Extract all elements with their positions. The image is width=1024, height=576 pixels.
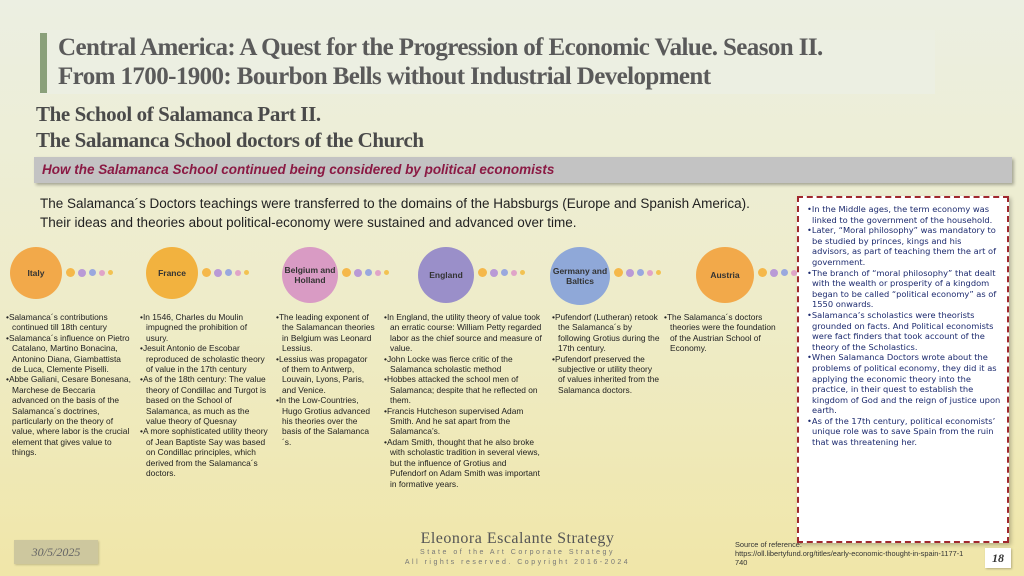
- bullet-item: • John Locke was fierce critic of the Salamanca scholastic method: [384, 354, 544, 375]
- subtitle-line2: The Salamanca School doctors of the Church: [36, 128, 424, 152]
- connector-dot: [770, 269, 778, 277]
- bullet-item: • Hobbes attacked the school men of Salamanca; despite that he reflected on them.: [384, 374, 544, 405]
- connector-dot: [214, 269, 222, 277]
- page-title-line1: Central America: A Quest for the Progression of Economic Value. Season II.: [58, 34, 823, 61]
- connector-dot: [637, 269, 644, 276]
- connector-dot: [490, 269, 498, 277]
- connector-dot: [66, 268, 75, 277]
- connector-dot: [626, 269, 634, 277]
- bullet-item: • The Salamanca´s doctors theories were the foundation of the Austrian School of Economy.: [664, 312, 784, 354]
- bullet-item: • As of the 18th century: The value theory of Condillac and Turgot is based on the School of Salamanca, as much as the value theory of Quesnay: [140, 374, 268, 426]
- banner-text: How the Salamanca School continued being considered by political economists: [42, 162, 555, 177]
- bullet-item: • Francis Hutcheson supervised Adam Smith. And he sat apart from the Salamanca’s.: [384, 406, 544, 437]
- connector-dot: [89, 269, 96, 276]
- connector-dot: [244, 270, 249, 275]
- side-note-item: • When Salamanca Doctors wrote about the problems of political economy, they did it as applying the economic theory into the practice, in their quest to establish the kingdom of God and the reign of justice upon earth.: [807, 352, 1001, 416]
- connector-dots: [478, 268, 525, 277]
- connector-dot: [108, 270, 113, 275]
- circle-england: England: [418, 247, 474, 303]
- connector-dot: [375, 270, 381, 276]
- connector-dots: [66, 268, 113, 277]
- bullet-item: • Pufendorf (Lutheran) retook the Salamanca´s by following Grotius during the 17th century.: [552, 312, 660, 354]
- connector-dot: [758, 268, 767, 277]
- connector-dot: [342, 268, 351, 277]
- page-number: 18: [985, 548, 1011, 568]
- connector-dot: [99, 270, 105, 276]
- bullet-item: • In the Low-Countries, Hugo Grotius advanced his theories over the basis of the Salamanca´s.: [276, 395, 376, 447]
- side-note-item: • The branch of “moral philosophy” that dealt with the wealth or prosperity of a kingdom began to be called “political economy” as of 1550 onwards.: [807, 268, 1001, 310]
- connector-dot: [647, 270, 653, 276]
- subtitle-line1: The School of Salamanca Part II.: [36, 102, 321, 126]
- circle-italy: Italy: [10, 247, 62, 299]
- connector-dot: [354, 269, 362, 277]
- brand-rights: All rights reserved. Copyright 2016-2024: [404, 559, 631, 566]
- bullet-item: • The leading exponent of the Salamancan theories in Belgium was Leonard Lessius.: [276, 312, 376, 354]
- connector-dot: [384, 270, 389, 275]
- connector-dots: [342, 268, 389, 277]
- bullet-item: • Jesuit Antonio de Escobar reproduced de scholastic theory of value in the 17th century: [140, 343, 268, 374]
- bullet-item: • Lessius was propagator of them to Antwerp, Louvain, Lyons, Paris, and Venice.: [276, 354, 376, 396]
- source-label: Source of reference:: [735, 540, 802, 549]
- title-accent: [40, 33, 47, 93]
- connector-dot: [225, 269, 232, 276]
- bullet-item: • A more sophisticated utility theory of Jean Baptiste Say was based on Condillac principles, which derived from the Salamanca´s doctors.: [140, 426, 268, 478]
- footer-brand: [375, 530, 660, 568]
- circle-austria: Austria: [696, 247, 754, 303]
- intro-paragraph: The Salamanca´s Doctors teachings were transferred to the domains of the Habsburgs (Europe and Spanish America). Their ideas and theories about political-economy were sustained and advanced over time.: [40, 196, 750, 230]
- circle-belgium-holland: Belgium and Holland: [282, 247, 338, 303]
- connector-dot: [501, 269, 508, 276]
- side-note-item: • Later, “Moral philosophy” was mandatory to be studied by princes, kings and his advisors, as part of teaching them the art of government.: [807, 225, 1001, 267]
- connector-dots: [202, 268, 249, 277]
- date-label: 30/5/2025: [14, 540, 98, 564]
- connector-dot: [614, 268, 623, 277]
- column-germany-baltics: [552, 312, 660, 395]
- bullet-item: • Pufendorf preserved the subjective or utility theory of values inherited from the Salamanca doctors.: [552, 354, 660, 396]
- connector-dot: [365, 269, 372, 276]
- bullet-item: • In England, the utility theory of value took an erratic course: William Petty regarded labor as the chief source and measure of value.: [384, 312, 544, 354]
- page-title-line2: From 1700-1900: Bourbon Bells without Industrial Development: [58, 63, 711, 90]
- source-reference: [735, 540, 965, 568]
- connector-dot: [478, 268, 487, 277]
- brand-tagline: State of the Art Corporate Strategy: [420, 549, 615, 556]
- connector-dot: [511, 270, 517, 276]
- connector-dot: [78, 269, 86, 277]
- connector-dots: [614, 268, 661, 277]
- bullet-item: • In 1546, Charles du Moulin impugned the prohibition of usury.: [140, 312, 268, 343]
- brand-name: Eleonora Escalante Strategy: [420, 530, 615, 547]
- circle-france: France: [146, 247, 198, 299]
- bullet-item: • Adam Smith, thought that he also broke with scholastic tradition in several views, but the influence of Grotius and Pufendorf on Adam Smith was important in formative years.: [384, 437, 544, 489]
- source-link[interactable]: https://oll.libertyfund.org/titles/early-economic-thought-in-spain-1177-1740: [735, 549, 964, 568]
- bullet-item: • Salamanca´s influence on Pietro Catalano, Martino Bonacina, Antonino Diana, Giambattista de Luca, Clemente Piselli.: [6, 333, 132, 375]
- connector-dot: [781, 269, 788, 276]
- column-england: [384, 312, 544, 489]
- column-italy: [6, 312, 132, 458]
- column-france: [140, 312, 268, 479]
- connector-dot: [656, 270, 661, 275]
- connector-dot: [235, 270, 241, 276]
- side-notes-box: [797, 196, 1009, 543]
- column-austria: [664, 312, 784, 354]
- side-note-item: • Salamanca’s scholastics were theorists grounded on facts. And Political economists were fact finders that took account of the theory of the Scholastics.: [807, 310, 1001, 352]
- side-note-item: • As of the 17th century, political economists’ unique role was to save Spain from the ruin that was threatening her.: [807, 416, 1001, 448]
- connector-dot: [520, 270, 525, 275]
- side-note-item: • In the Middle ages, the term economy was linked to the government of the household.: [807, 204, 1001, 225]
- circle-germany-baltics: Germany and Baltics: [550, 247, 610, 305]
- bullet-item: • Abbe Galiani, Cesare Bonesana, Marchese de Beccaria advanced on the basis of the Salamanca´s doctrines, particularly on the theory of value, where labor is the crucial element that gives value to things.: [6, 374, 132, 457]
- bullet-item: • Salamanca´s contributions continued till 18th century: [6, 312, 132, 333]
- connector-dot: [202, 268, 211, 277]
- column-belgium-holland: [276, 312, 376, 447]
- section-banner: [34, 157, 1012, 183]
